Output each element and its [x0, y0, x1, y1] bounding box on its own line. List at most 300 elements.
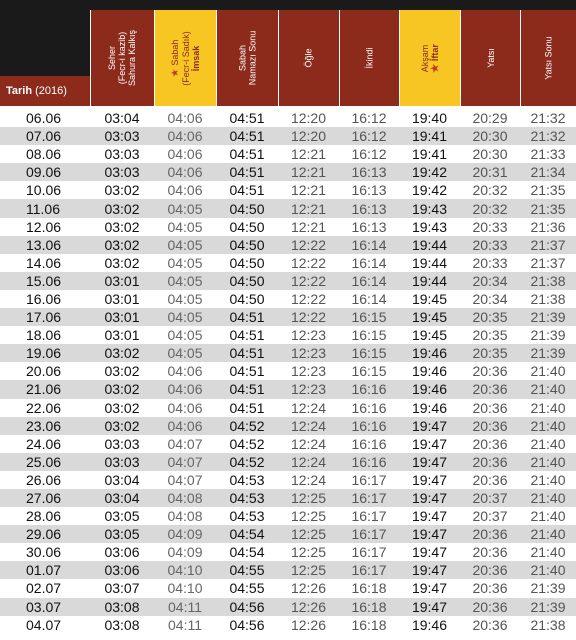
time-cell: 04:07 [167, 471, 203, 488]
time-cell: 19:44 [411, 254, 448, 271]
time-cell: 04:51 [229, 128, 265, 145]
time-cell: 19:45 [411, 327, 448, 344]
time-cell: 12:21 [290, 146, 327, 163]
time-cell: 04:50 [229, 254, 265, 271]
time-cell: 04:55 [229, 562, 265, 579]
time-cell: 20:37 [472, 508, 508, 525]
time-cell: 21:35 [530, 182, 566, 199]
time-cell: 12:25 [290, 490, 327, 507]
time-cell: 20:30 [472, 146, 508, 163]
time-cell: 19:47 [411, 544, 448, 561]
date-cell: 15.06 [26, 272, 62, 289]
time-cell: 21:36 [530, 218, 566, 235]
time-cell: 03:04 [104, 110, 140, 127]
table-row [0, 561, 576, 579]
time-cell: 16:12 [351, 110, 387, 127]
time-cell: 03:05 [104, 526, 140, 543]
time-cell: 03:02 [104, 399, 140, 416]
time-cell: 21:34 [530, 164, 566, 181]
time-cell: 04:51 [229, 146, 265, 163]
time-cell: 04:50 [229, 218, 265, 235]
time-cell: 04:06 [167, 399, 203, 416]
time-cell: 16:17 [351, 544, 387, 561]
time-cell: 16:17 [351, 490, 387, 507]
time-cell: 04:55 [229, 580, 265, 597]
time-cell: 16:18 [351, 580, 387, 597]
time-cell: 16:13 [351, 218, 387, 235]
time-cell: 03:02 [104, 345, 140, 362]
date-cell: 07.06 [26, 128, 62, 145]
time-cell: 04:51 [229, 164, 265, 181]
time-cell: 12:22 [290, 309, 327, 326]
table-row [0, 616, 576, 634]
date-cell: 24.06 [26, 435, 62, 452]
time-cell: 12:21 [290, 182, 327, 199]
column-header-sabah-namazi-sonu [216, 10, 278, 106]
time-cell: 12:24 [290, 471, 327, 488]
time-cell: 12:22 [290, 236, 327, 253]
time-cell: 12:20 [290, 128, 327, 145]
time-cell: 12:24 [290, 399, 327, 416]
time-cell: 12:22 [290, 254, 327, 271]
time-cell: 21:40 [530, 453, 566, 470]
time-cell: 03:01 [104, 309, 140, 326]
table-row [0, 308, 576, 326]
time-cell: 16:12 [351, 128, 387, 145]
time-cell: 16:17 [351, 471, 387, 488]
time-cell: 04:07 [167, 435, 203, 452]
date-cell: 14.06 [26, 254, 62, 271]
table-body [0, 109, 576, 634]
time-cell: 04:50 [229, 290, 265, 307]
date-cell: 27.06 [26, 490, 62, 507]
column-header-label [238, 31, 258, 86]
header-corner [0, 10, 90, 76]
time-cell: 04:52 [229, 417, 265, 434]
time-cell: 20:32 [472, 200, 508, 217]
time-cell: 19:41 [411, 128, 448, 145]
table-row [0, 579, 576, 597]
time-cell: 03:02 [104, 182, 140, 199]
table-row [0, 236, 576, 254]
column-header-line1: Öğle [303, 48, 314, 68]
date-cell: 16.06 [26, 290, 62, 307]
time-cell: 04:10 [167, 562, 203, 579]
table-row [0, 362, 576, 380]
time-cell: 16:15 [351, 327, 387, 344]
time-cell: 21:35 [530, 200, 566, 217]
time-cell: 04:06 [167, 182, 203, 199]
time-cell: 20:35 [472, 309, 508, 326]
time-cell: 16:13 [351, 164, 387, 181]
time-cell: 03:02 [104, 200, 140, 217]
column-header-line1: Sabah [169, 39, 180, 66]
column-header-seher [90, 10, 154, 106]
date-cell: 06.06 [26, 110, 62, 127]
time-cell: 21:40 [530, 508, 566, 525]
time-cell: 21:40 [530, 544, 566, 561]
time-cell: 12:23 [290, 381, 327, 398]
time-cell: 20:36 [472, 544, 508, 561]
table-row [0, 145, 576, 163]
time-cell: 16:18 [351, 598, 387, 615]
time-cell: 21:40 [530, 526, 566, 543]
time-cell: 04:06 [167, 363, 203, 380]
time-cell: 20:36 [472, 435, 508, 452]
time-cell: 12:23 [290, 327, 327, 344]
time-cell: 19:44 [411, 236, 448, 253]
table-row [0, 435, 576, 453]
table-row [0, 399, 576, 417]
date-cell: 19.06 [26, 345, 62, 362]
column-header-line2: İftar [429, 43, 440, 61]
time-cell: 04:06 [167, 128, 203, 145]
time-cell: 19:45 [411, 290, 448, 307]
table-row [0, 543, 576, 561]
time-cell: 16:17 [351, 562, 387, 579]
time-cell: 04:06 [167, 146, 203, 163]
time-cell: 20:36 [472, 526, 508, 543]
time-cell: 12:26 [290, 580, 327, 597]
time-cell: 19:47 [411, 490, 448, 507]
time-cell: 04:06 [167, 381, 203, 398]
time-cell: 19:47 [411, 471, 448, 488]
time-cell: 12:25 [290, 562, 327, 579]
date-cell: 11.06 [26, 200, 60, 217]
time-cell: 21:38 [530, 290, 566, 307]
table-row [0, 127, 576, 145]
time-cell: 04:51 [229, 363, 265, 380]
star-icon: ★ [429, 60, 441, 73]
time-cell: 12:23 [290, 363, 327, 380]
date-cell: 25.06 [26, 453, 62, 470]
time-cell: 19:41 [411, 146, 448, 163]
time-cell: 20:36 [472, 471, 508, 488]
time-cell: 16:14 [351, 254, 387, 271]
column-header-yatsi-sonu [520, 10, 576, 106]
time-cell: 12:24 [290, 417, 327, 434]
date-cell: 26.06 [26, 471, 62, 488]
time-cell: 21:32 [530, 110, 566, 127]
time-cell: 12:21 [290, 200, 327, 217]
time-cell: 16:18 [351, 616, 387, 633]
time-cell: 03:01 [104, 290, 140, 307]
column-header-line1: İkindi [364, 47, 375, 69]
date-cell: 21.06 [26, 381, 62, 398]
time-cell: 04:50 [229, 200, 265, 217]
time-cell: 04:51 [229, 182, 265, 199]
time-cell: 12:26 [290, 616, 327, 633]
table-row [0, 218, 576, 236]
column-header-yatsi [460, 10, 520, 106]
date-cell: 10.06 [26, 182, 62, 199]
table-row [0, 344, 576, 362]
table-row [0, 453, 576, 471]
table-row [0, 254, 576, 272]
time-cell: 03:03 [104, 128, 140, 145]
date-cell: 28.06 [26, 508, 62, 525]
time-cell: 20:36 [472, 598, 508, 615]
time-cell: 16:16 [351, 381, 387, 398]
time-cell: 16:17 [351, 508, 387, 525]
time-cell: 21:40 [530, 490, 566, 507]
time-cell: 20:36 [472, 417, 508, 434]
time-cell: 19:42 [411, 164, 448, 181]
column-header-label [544, 36, 554, 79]
time-cell: 04:07 [167, 453, 203, 470]
time-cell: 21:32 [530, 128, 566, 145]
top-bar [0, 0, 576, 10]
time-cell: 04:53 [229, 490, 265, 507]
time-cell: 20:35 [472, 345, 508, 362]
date-cell: 20.06 [26, 363, 62, 380]
time-cell: 03:03 [104, 146, 140, 163]
column-header-line1: Yatsı [485, 48, 496, 68]
column-header-line2: (Fecr-i kazib) [117, 31, 128, 85]
table-row [0, 417, 576, 435]
time-cell: 16:16 [351, 453, 387, 470]
table-row [0, 290, 576, 308]
time-cell: 21:38 [530, 272, 566, 289]
time-cell: 04:56 [229, 598, 265, 615]
time-cell: 04:08 [167, 508, 203, 525]
time-cell: 12:22 [290, 290, 327, 307]
time-cell: 12:23 [290, 345, 327, 362]
column-header-line1: Akşam [419, 44, 430, 72]
time-cell: 20:30 [472, 128, 508, 145]
time-cell: 19:47 [411, 598, 448, 615]
time-cell: 03:07 [104, 580, 140, 597]
time-cell: 21:39 [530, 580, 566, 597]
time-cell: 16:14 [351, 272, 387, 289]
date-cell: 02.07 [26, 580, 62, 597]
time-cell: 04:51 [229, 327, 265, 344]
date-column-header [0, 76, 90, 106]
time-cell: 19:45 [411, 309, 448, 326]
time-cell: 20:34 [472, 290, 508, 307]
star-icon: ★ [169, 65, 181, 77]
column-header-ogle [278, 10, 339, 106]
column-header-aksam [399, 10, 460, 106]
time-cell: 16:13 [351, 182, 387, 199]
time-cell: 03:04 [104, 490, 140, 507]
column-header-label [170, 31, 201, 86]
time-cell: 04:51 [229, 345, 265, 362]
time-cell: 19:46 [411, 345, 448, 362]
time-cell: 21:40 [530, 381, 566, 398]
time-cell: 21:37 [530, 254, 566, 271]
date-cell: 08.06 [26, 146, 62, 163]
table-row [0, 507, 576, 525]
time-cell: 03:06 [104, 562, 140, 579]
time-cell: 12:21 [290, 164, 327, 181]
time-cell: 04:05 [167, 236, 203, 253]
date-cell: 18.06 [26, 327, 62, 344]
time-cell: 21:38 [530, 616, 566, 633]
time-cell: 04:05 [167, 309, 203, 326]
time-cell: 19:46 [411, 399, 448, 416]
date-header-label: Tarih [6, 85, 33, 97]
column-header-line1: Yatsı Sonu [543, 36, 554, 80]
table-row [0, 380, 576, 398]
table-row [0, 199, 576, 217]
time-cell: 03:08 [104, 616, 140, 633]
time-cell: 04:53 [229, 471, 265, 488]
time-cell: 04:51 [229, 399, 265, 416]
time-cell: 12:21 [290, 218, 327, 235]
time-cell: 12:24 [290, 435, 327, 452]
column-header-line3: İmsak [190, 45, 201, 71]
time-cell: 03:06 [104, 544, 140, 561]
date-cell: 04.07 [26, 616, 62, 633]
time-cell: 04:06 [167, 164, 203, 181]
time-cell: 21:39 [530, 327, 566, 344]
time-cell: 03:02 [104, 218, 140, 235]
time-cell: 20:36 [472, 381, 508, 398]
time-cell: 19:47 [411, 508, 448, 525]
time-cell: 19:44 [411, 272, 448, 289]
column-header-line1: Seher [107, 45, 118, 71]
column-header-label [304, 48, 314, 67]
time-cell: 19:46 [411, 363, 448, 380]
date-cell: 09.06 [26, 164, 62, 181]
column-header-ikindi [339, 10, 399, 106]
time-cell: 04:06 [167, 417, 203, 434]
time-cell: 04:06 [167, 110, 203, 127]
column-header-line1: Sabah [237, 44, 248, 72]
time-cell: 20:36 [472, 363, 508, 380]
time-cell: 12:25 [290, 544, 327, 561]
time-cell: 03:02 [104, 363, 140, 380]
time-cell: 19:40 [411, 110, 448, 127]
time-cell: 03:03 [104, 164, 140, 181]
time-cell: 20:33 [472, 254, 508, 271]
column-header-label [486, 48, 496, 68]
time-cell: 04:11 [168, 616, 202, 633]
time-cell: 19:47 [411, 435, 448, 452]
time-cell: 20:36 [472, 616, 508, 633]
time-cell: 03:03 [104, 435, 140, 452]
time-cell: 21:40 [530, 435, 566, 452]
time-cell: 04:10 [167, 580, 203, 597]
table-row [0, 109, 576, 127]
date-cell: 12.06 [26, 218, 62, 235]
time-cell: 04:54 [229, 526, 265, 543]
time-cell: 03:02 [104, 417, 140, 434]
time-cell: 04:54 [229, 544, 265, 561]
time-cell: 03:02 [104, 236, 140, 253]
date-cell: 17.06 [26, 309, 62, 326]
time-cell: 20:32 [472, 182, 508, 199]
time-cell: 21:37 [530, 236, 566, 253]
time-cell: 16:15 [351, 363, 387, 380]
time-cell: 20:29 [472, 110, 508, 127]
time-cell: 04:09 [167, 544, 203, 561]
table-row [0, 525, 576, 543]
time-cell: 19:42 [411, 182, 448, 199]
time-cell: 19:47 [411, 580, 448, 597]
time-cell: 21:33 [530, 146, 566, 163]
time-cell: 20:37 [472, 490, 508, 507]
time-cell: 20:36 [472, 580, 508, 597]
time-cell: 20:33 [472, 236, 508, 253]
time-cell: 12:26 [290, 598, 327, 615]
time-cell: 21:39 [530, 309, 566, 326]
column-header-label [364, 47, 374, 68]
time-cell: 20:31 [472, 164, 508, 181]
time-cell: 04:11 [168, 598, 202, 615]
table-row [0, 272, 576, 290]
time-cell: 04:05 [167, 290, 203, 307]
table-row [0, 326, 576, 344]
time-cell: 20:34 [472, 272, 508, 289]
date-cell: 01.07 [26, 562, 62, 579]
date-cell: 03.07 [26, 598, 62, 615]
time-cell: 16:16 [351, 399, 387, 416]
time-cell: 20:35 [472, 327, 508, 344]
time-cell: 21:39 [530, 345, 566, 362]
time-cell: 21:40 [530, 363, 566, 380]
time-cell: 19:47 [411, 417, 448, 434]
time-cell: 04:52 [229, 453, 265, 470]
time-cell: 19:47 [411, 453, 448, 470]
time-cell: 03:03 [104, 453, 140, 470]
time-cell: 04:50 [229, 236, 265, 253]
time-cell: 04:52 [229, 435, 265, 452]
date-header-year: (2016) [35, 85, 67, 97]
time-cell: 19:46 [411, 381, 448, 398]
time-cell: 16:14 [351, 236, 387, 253]
time-cell: 04:50 [229, 272, 265, 289]
time-cell: 03:04 [104, 471, 140, 488]
column-header-line3: Sahura Kalkış [127, 29, 138, 87]
time-cell: 19:46 [411, 616, 448, 633]
time-cell: 19:43 [411, 200, 448, 217]
time-cell: 19:43 [411, 218, 448, 235]
date-cell: 13.06 [26, 236, 62, 253]
time-cell: 20:36 [472, 453, 508, 470]
date-cell: 29.06 [26, 526, 62, 543]
time-cell: 12:25 [290, 526, 327, 543]
time-cell: 16:16 [351, 435, 387, 452]
time-cell: 03:05 [104, 508, 140, 525]
time-cell: 03:01 [104, 272, 140, 289]
time-cell: 21:40 [530, 562, 566, 579]
time-cell: 04:09 [167, 526, 203, 543]
time-cell: 16:13 [351, 200, 387, 217]
time-cell: 04:51 [229, 381, 265, 398]
time-cell: 03:08 [104, 598, 140, 615]
time-cell: 20:33 [472, 218, 508, 235]
time-cell: 04:05 [167, 345, 203, 362]
column-header-line2: Namazı Sonu [247, 30, 258, 86]
time-cell: 19:47 [411, 562, 448, 579]
time-cell: 04:08 [167, 490, 203, 507]
table-row [0, 181, 576, 199]
table-row [0, 163, 576, 181]
time-cell: 21:40 [530, 417, 566, 434]
time-cell: 19:47 [411, 526, 448, 543]
time-cell: 12:20 [290, 110, 327, 127]
date-cell: 22.06 [26, 399, 62, 416]
table-row [0, 489, 576, 507]
time-cell: 16:12 [351, 146, 387, 163]
time-cell: 16:15 [351, 345, 387, 362]
date-cell: 23.06 [26, 417, 62, 434]
time-cell: 04:56 [229, 616, 265, 633]
time-cell: 03:02 [104, 254, 140, 271]
time-cell: 04:53 [229, 508, 265, 525]
